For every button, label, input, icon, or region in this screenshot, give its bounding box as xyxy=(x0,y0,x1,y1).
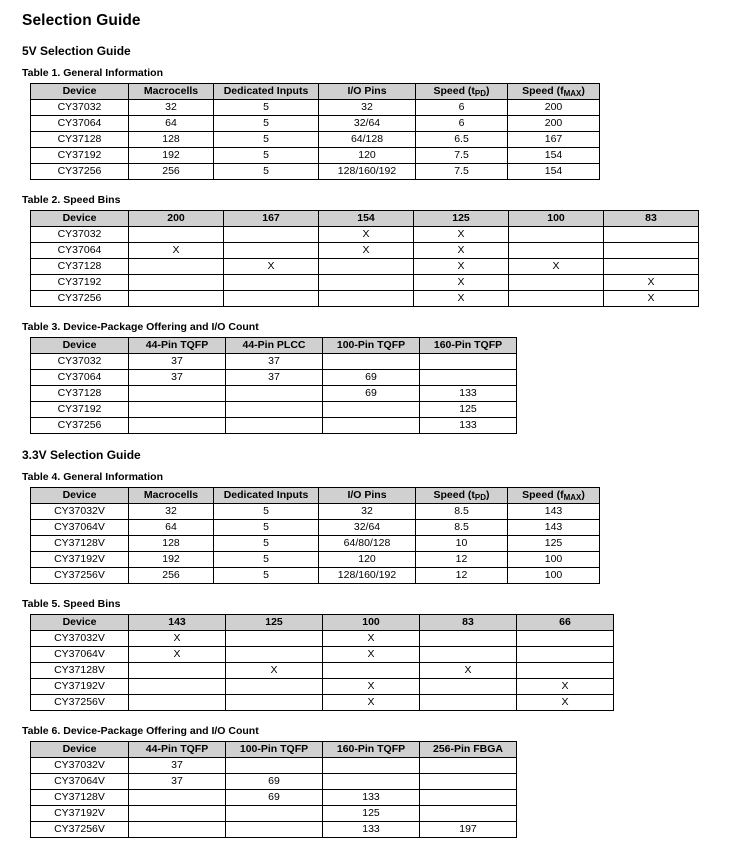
value-cell: X xyxy=(129,243,224,259)
value-cell: 133 xyxy=(420,418,517,434)
value-cell xyxy=(420,631,517,647)
device-cell: CY37064 xyxy=(31,116,129,132)
table-caption: Table 1. General Information xyxy=(22,67,164,79)
column-header: 100 xyxy=(323,615,420,631)
value-cell: 12 xyxy=(416,568,508,584)
column-header: Speed $(t_{PD})$ xyxy=(416,84,508,100)
column-header: I/O Pins xyxy=(319,488,416,504)
table-header-row xyxy=(31,488,600,504)
value-cell xyxy=(420,354,517,370)
column-header: Dedicated Inputs xyxy=(214,84,319,100)
column-header: 44-Pin TQFP xyxy=(129,742,226,758)
device-cell: CY37128 xyxy=(31,132,129,148)
value-cell xyxy=(226,695,323,711)
table-row xyxy=(31,386,517,402)
column-header: 200 xyxy=(129,211,224,227)
value-cell: 5 xyxy=(214,100,319,116)
data-table xyxy=(30,487,600,584)
table-header-row xyxy=(31,615,614,631)
value-cell: X xyxy=(420,663,517,679)
column-header: Speed $(f_{MAX})$ xyxy=(508,488,600,504)
table-row xyxy=(31,291,699,307)
table-row xyxy=(31,504,600,520)
table-row xyxy=(31,695,614,711)
table-row xyxy=(31,774,517,790)
table-row xyxy=(31,790,517,806)
device-cell: CY37064V xyxy=(31,774,129,790)
value-cell: 5 xyxy=(214,132,319,148)
value-cell: X xyxy=(414,259,509,275)
value-cell: X xyxy=(604,275,699,291)
value-cell xyxy=(509,291,604,307)
table-row xyxy=(31,552,600,568)
column-header: 100 xyxy=(509,211,604,227)
column-header: 256-Pin FBGA xyxy=(420,742,517,758)
column-header: 100-Pin TQFP xyxy=(226,742,323,758)
value-cell: X xyxy=(414,243,509,259)
value-cell: 37 xyxy=(129,354,226,370)
device-cell: CY37064V xyxy=(31,520,129,536)
value-cell: X xyxy=(226,663,323,679)
table-block-table6 xyxy=(22,725,715,838)
value-cell: 10 xyxy=(416,536,508,552)
table-row xyxy=(31,647,614,663)
section-sec-5v xyxy=(22,44,715,434)
column-header: Device xyxy=(31,211,129,227)
value-cell xyxy=(226,806,323,822)
device-cell: CY37256 xyxy=(31,164,129,180)
value-cell: 133 xyxy=(323,790,420,806)
column-header: Device xyxy=(31,615,129,631)
value-cell xyxy=(517,631,614,647)
value-cell: 64 xyxy=(129,116,214,132)
device-cell: CY37032 xyxy=(31,100,129,116)
value-cell: 37 xyxy=(226,354,323,370)
value-cell: 133 xyxy=(323,822,420,838)
value-cell xyxy=(604,259,699,275)
value-cell xyxy=(226,418,323,434)
value-cell: 32 xyxy=(129,504,214,520)
table-caption: Table 3. Device-Package Offering and I/O Count xyxy=(22,321,259,333)
table-row xyxy=(31,148,600,164)
table-block-table4 xyxy=(22,471,715,584)
value-cell: 32/64 xyxy=(319,116,416,132)
value-cell: 32 xyxy=(129,100,214,116)
value-cell: 32 xyxy=(319,504,416,520)
value-cell xyxy=(224,275,319,291)
table-row xyxy=(31,568,600,584)
value-cell: 5 xyxy=(214,552,319,568)
sections-container xyxy=(22,44,715,838)
table-row xyxy=(31,227,699,243)
table-block-table2 xyxy=(22,194,715,307)
value-cell: X xyxy=(323,679,420,695)
value-cell: X xyxy=(129,647,226,663)
value-cell xyxy=(224,227,319,243)
value-cell xyxy=(323,663,420,679)
value-cell xyxy=(226,386,323,402)
value-cell: 37 xyxy=(129,370,226,386)
value-cell: 69 xyxy=(323,370,420,386)
value-cell: X xyxy=(323,631,420,647)
value-cell xyxy=(420,758,517,774)
device-cell: CY37192 xyxy=(31,275,129,291)
value-cell: 32/64 xyxy=(319,520,416,536)
column-header: 160-Pin TQFP xyxy=(323,742,420,758)
value-cell: 8.5 xyxy=(416,520,508,536)
column-header: 154 xyxy=(319,211,414,227)
device-cell: CY37032V xyxy=(31,758,129,774)
table-row xyxy=(31,259,699,275)
table-row xyxy=(31,758,517,774)
table-header-row xyxy=(31,742,517,758)
column-header: Dedicated Inputs xyxy=(214,488,319,504)
value-cell xyxy=(323,774,420,790)
column-header: 44-Pin PLCC xyxy=(226,338,323,354)
value-cell: 5 xyxy=(214,116,319,132)
value-cell xyxy=(129,402,226,418)
value-cell: X xyxy=(517,679,614,695)
column-header: 100-Pin TQFP xyxy=(323,338,420,354)
value-cell xyxy=(129,822,226,838)
device-cell: CY37256V xyxy=(31,695,129,711)
value-cell: 5 xyxy=(214,504,319,520)
table-row xyxy=(31,116,600,132)
column-header: 160-Pin TQFP xyxy=(420,338,517,354)
value-cell: X xyxy=(517,695,614,711)
value-cell xyxy=(226,647,323,663)
value-cell: 192 xyxy=(129,552,214,568)
value-cell xyxy=(129,663,226,679)
value-cell: 37 xyxy=(129,758,226,774)
value-cell xyxy=(420,806,517,822)
value-cell: 100 xyxy=(508,568,600,584)
column-header: Device xyxy=(31,338,129,354)
value-cell xyxy=(129,418,226,434)
value-cell: 256 xyxy=(129,568,214,584)
device-cell: CY37032V xyxy=(31,504,129,520)
device-cell: CY37064V xyxy=(31,647,129,663)
data-table xyxy=(30,83,600,180)
value-cell: 6.5 xyxy=(416,132,508,148)
section-sec-33v xyxy=(22,448,715,838)
value-cell: 100 xyxy=(508,552,600,568)
value-cell xyxy=(323,418,420,434)
value-cell xyxy=(129,679,226,695)
table-caption: Table 6. Device-Package Offering and I/O Count xyxy=(22,725,259,737)
device-cell: CY37256 xyxy=(31,291,129,307)
device-cell: CY37192V xyxy=(31,806,129,822)
value-cell xyxy=(420,679,517,695)
table-row xyxy=(31,679,614,695)
table-row xyxy=(31,132,600,148)
table-caption: Table 4. General Information xyxy=(22,471,164,483)
table-block-table5 xyxy=(22,598,715,711)
value-cell xyxy=(226,822,323,838)
value-cell xyxy=(604,227,699,243)
device-cell: CY37064 xyxy=(31,370,129,386)
value-cell: X xyxy=(604,291,699,307)
value-cell xyxy=(420,774,517,790)
column-header: 125 xyxy=(226,615,323,631)
value-cell: 128 xyxy=(129,132,214,148)
value-cell xyxy=(323,402,420,418)
value-cell xyxy=(224,243,319,259)
device-cell: CY37128V xyxy=(31,663,129,679)
value-cell xyxy=(129,259,224,275)
value-cell: 6 xyxy=(416,116,508,132)
value-cell: 64/128 xyxy=(319,132,416,148)
table-caption: Table 5. Speed Bins xyxy=(22,598,121,610)
value-cell: X xyxy=(323,695,420,711)
value-cell: 5 xyxy=(214,520,319,536)
value-cell xyxy=(226,758,323,774)
column-header: Macrocells xyxy=(129,84,214,100)
data-table xyxy=(30,614,614,711)
section-title: 3.3V Selection Guide xyxy=(22,448,141,462)
table-caption: Table 2. Speed Bins xyxy=(22,194,121,206)
value-cell: 125 xyxy=(420,402,517,418)
device-cell: CY37128 xyxy=(31,386,129,402)
value-cell: 37 xyxy=(129,774,226,790)
value-cell: 69 xyxy=(226,790,323,806)
table-row xyxy=(31,402,517,418)
value-cell: 197 xyxy=(420,822,517,838)
value-cell: 200 xyxy=(508,100,600,116)
device-cell: CY37032 xyxy=(31,354,129,370)
value-cell: 5 xyxy=(214,536,319,552)
value-cell: 143 xyxy=(508,504,600,520)
value-cell xyxy=(420,790,517,806)
table-row xyxy=(31,354,517,370)
device-cell: CY37256 xyxy=(31,418,129,434)
device-cell: CY37064 xyxy=(31,243,129,259)
data-table xyxy=(30,337,517,434)
value-cell xyxy=(129,386,226,402)
device-cell: CY37032V xyxy=(31,631,129,647)
table-header-row xyxy=(31,338,517,354)
value-cell xyxy=(509,275,604,291)
value-cell xyxy=(319,259,414,275)
value-cell: 64 xyxy=(129,520,214,536)
column-header: Device xyxy=(31,742,129,758)
value-cell xyxy=(517,663,614,679)
table-row xyxy=(31,275,699,291)
table-row xyxy=(31,418,517,434)
value-cell: X xyxy=(323,647,420,663)
device-cell: CY37192V xyxy=(31,679,129,695)
table-row xyxy=(31,631,614,647)
value-cell: X xyxy=(414,291,509,307)
value-cell xyxy=(129,806,226,822)
device-cell: CY37128V xyxy=(31,536,129,552)
value-cell xyxy=(517,647,614,663)
value-cell: 167 xyxy=(508,132,600,148)
value-cell: 7.5 xyxy=(416,164,508,180)
column-header: 44-Pin TQFP xyxy=(129,338,226,354)
data-table xyxy=(30,741,517,838)
column-header: 125 xyxy=(414,211,509,227)
column-header: Speed $(t_{PD})$ xyxy=(416,488,508,504)
value-cell: 143 xyxy=(508,520,600,536)
value-cell: 200 xyxy=(508,116,600,132)
table-row xyxy=(31,100,600,116)
section-title: 5V Selection Guide xyxy=(22,44,131,58)
device-cell: CY37192V xyxy=(31,552,129,568)
column-header: 143 xyxy=(129,615,226,631)
column-header: 83 xyxy=(420,615,517,631)
device-cell: CY37192 xyxy=(31,402,129,418)
value-cell: 120 xyxy=(319,552,416,568)
value-cell: 128/160/192 xyxy=(319,568,416,584)
value-cell xyxy=(420,647,517,663)
page-title: Selection Guide xyxy=(22,12,141,29)
table-row xyxy=(31,370,517,386)
value-cell: 154 xyxy=(508,148,600,164)
value-cell: X xyxy=(129,631,226,647)
value-cell: 12 xyxy=(416,552,508,568)
value-cell: 133 xyxy=(420,386,517,402)
value-cell xyxy=(129,227,224,243)
table-row xyxy=(31,663,614,679)
value-cell: 64/80/128 xyxy=(319,536,416,552)
value-cell: 69 xyxy=(226,774,323,790)
value-cell: X xyxy=(319,227,414,243)
column-header: 66 xyxy=(517,615,614,631)
value-cell: 8.5 xyxy=(416,504,508,520)
value-cell: 128 xyxy=(129,536,214,552)
value-cell: 5 xyxy=(214,148,319,164)
value-cell xyxy=(226,402,323,418)
device-cell: CY37256V xyxy=(31,822,129,838)
value-cell xyxy=(226,631,323,647)
table-header-row xyxy=(31,84,600,100)
device-cell: CY37256V xyxy=(31,568,129,584)
value-cell: 5 xyxy=(214,568,319,584)
value-cell: 6 xyxy=(416,100,508,116)
data-table xyxy=(30,210,699,307)
value-cell: X xyxy=(414,275,509,291)
value-cell: 125 xyxy=(323,806,420,822)
value-cell xyxy=(323,758,420,774)
device-cell: CY37192 xyxy=(31,148,129,164)
value-cell xyxy=(420,370,517,386)
value-cell: X xyxy=(509,259,604,275)
value-cell xyxy=(226,679,323,695)
table-row xyxy=(31,536,600,552)
column-header: I/O Pins xyxy=(319,84,416,100)
value-cell xyxy=(319,275,414,291)
value-cell: 120 xyxy=(319,148,416,164)
table-row xyxy=(31,164,600,180)
table-row xyxy=(31,806,517,822)
device-cell: CY37128 xyxy=(31,259,129,275)
value-cell xyxy=(323,354,420,370)
value-cell xyxy=(604,243,699,259)
value-cell xyxy=(509,227,604,243)
value-cell: 125 xyxy=(508,536,600,552)
value-cell: X xyxy=(224,259,319,275)
value-cell xyxy=(129,790,226,806)
value-cell xyxy=(224,291,319,307)
table-row xyxy=(31,822,517,838)
table-row xyxy=(31,243,699,259)
table-block-table3 xyxy=(22,321,715,434)
value-cell xyxy=(129,695,226,711)
device-cell: CY37032 xyxy=(31,227,129,243)
value-cell: 256 xyxy=(129,164,214,180)
column-header: Macrocells xyxy=(129,488,214,504)
table-header-row xyxy=(31,211,699,227)
value-cell: 37 xyxy=(226,370,323,386)
value-cell: 154 xyxy=(508,164,600,180)
value-cell: 7.5 xyxy=(416,148,508,164)
value-cell: 69 xyxy=(323,386,420,402)
value-cell xyxy=(129,275,224,291)
table-block-table1 xyxy=(22,67,715,180)
table-row xyxy=(31,520,600,536)
value-cell xyxy=(319,291,414,307)
value-cell: 5 xyxy=(214,164,319,180)
value-cell: X xyxy=(319,243,414,259)
value-cell: 128/160/192 xyxy=(319,164,416,180)
value-cell: X xyxy=(414,227,509,243)
value-cell xyxy=(509,243,604,259)
column-header: Device xyxy=(31,488,129,504)
value-cell: 192 xyxy=(129,148,214,164)
column-header: Speed $(f_{MAX})$ xyxy=(508,84,600,100)
device-cell: CY37128V xyxy=(31,790,129,806)
column-header: 83 xyxy=(604,211,699,227)
value-cell xyxy=(420,695,517,711)
value-cell: 32 xyxy=(319,100,416,116)
column-header: Device xyxy=(31,84,129,100)
column-header: 167 xyxy=(224,211,319,227)
value-cell xyxy=(129,291,224,307)
